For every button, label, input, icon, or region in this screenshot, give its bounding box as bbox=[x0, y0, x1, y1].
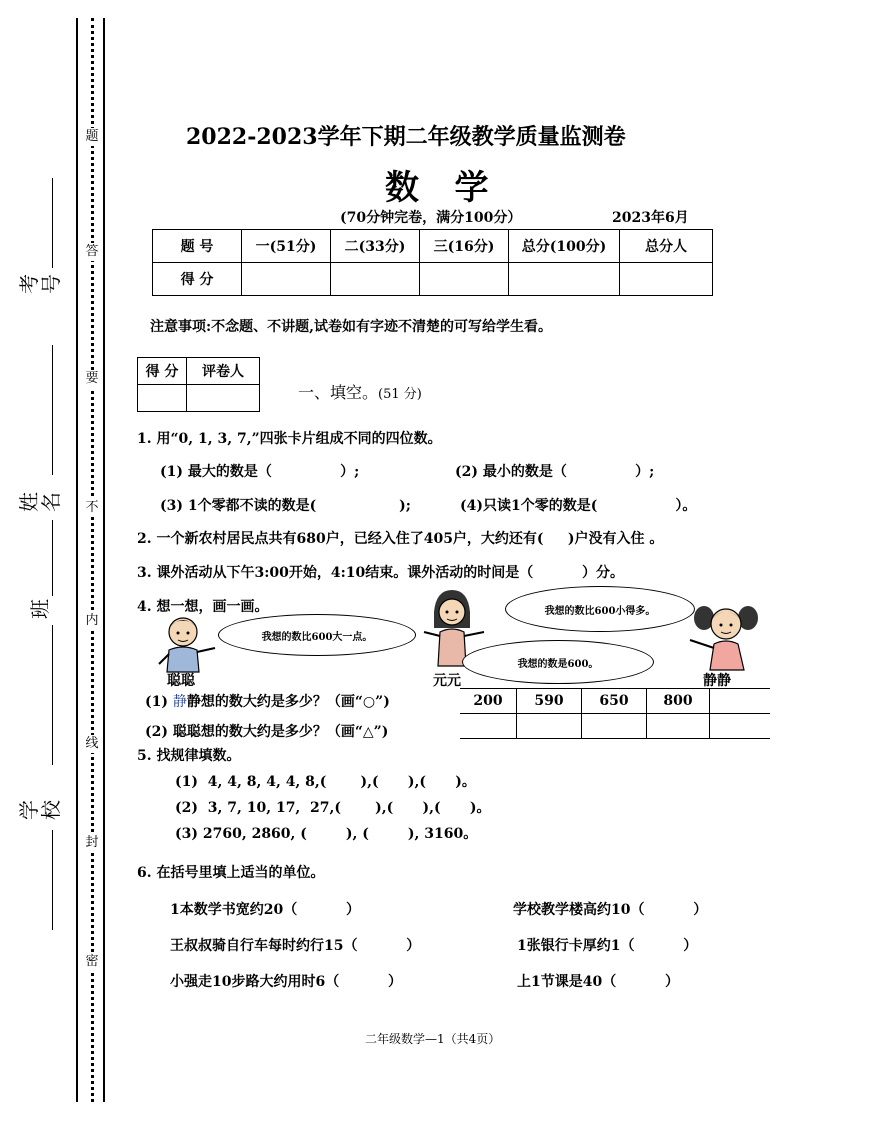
score-entry-cell[interactable] bbox=[509, 263, 620, 296]
grader-name-cell[interactable] bbox=[187, 385, 260, 412]
seal-char-6: 线 bbox=[85, 736, 99, 751]
margin-line-left bbox=[76, 18, 78, 1102]
exam-no-line bbox=[52, 178, 53, 268]
class-line-lower bbox=[52, 625, 53, 765]
question-5-3: (3) 2760, 2860, ( ), ( ), 3160。 bbox=[175, 826, 478, 842]
score-row-label: 得 分 bbox=[153, 263, 242, 296]
question-1-2: (2) 最小的数是（ ）; bbox=[455, 464, 655, 480]
exam-date: 2023年6月 bbox=[612, 210, 689, 226]
mark-cell[interactable] bbox=[582, 714, 647, 739]
page-footer: 二年级数学—1（共4页） bbox=[365, 1032, 501, 1046]
seal-char-2: 答 bbox=[85, 244, 99, 259]
seal-char-7: 封 bbox=[85, 835, 99, 850]
question-4-1-highlight: 静 bbox=[172, 694, 187, 710]
question-4-1 bbox=[145, 691, 390, 711]
question-6-b: 学校教学楼高约10（ ） bbox=[513, 902, 708, 918]
school-label: 学校 bbox=[17, 800, 63, 820]
score-header-cell: 三(16分) bbox=[420, 230, 509, 263]
mark-cell[interactable] bbox=[517, 714, 582, 739]
option-590: 590 bbox=[517, 689, 582, 714]
seal-char-8: 密 bbox=[85, 954, 99, 969]
name-jingjing: 静静 bbox=[703, 673, 731, 689]
option-800: 800 bbox=[647, 689, 710, 714]
question-6-d: 1张银行卡厚约1（ ） bbox=[517, 938, 698, 954]
score-table bbox=[152, 229, 713, 296]
time-note: (70分钟完卷，满分100分） bbox=[340, 210, 522, 226]
score-header-cell: 总分(100分) bbox=[509, 230, 620, 263]
question-3: 3. 课外活动从下午3:00开始，4:10结束。课外活动的时间是（ ）分。 bbox=[137, 565, 625, 581]
question-5-2: (2) 3, 7, 10, 17, 27,( ),( ),( )。 bbox=[175, 800, 491, 816]
question-4-1-text: 静想的数大约是多少？（画“○”) bbox=[186, 694, 390, 710]
exam-title: 2022-2023学年下期二年级教学质量监测卷 bbox=[186, 124, 626, 150]
question-6: 6. 在括号里填上适当的单位。 bbox=[137, 865, 325, 881]
yuanyuan-speech-bubble: 我想的数是600。 bbox=[462, 640, 654, 684]
grader-box bbox=[137, 357, 260, 412]
score-header-cell: 二(33分) bbox=[331, 230, 420, 263]
option-200: 200 bbox=[460, 689, 517, 714]
seal-char-3: 要 bbox=[85, 371, 99, 386]
option-650: 650 bbox=[582, 689, 647, 714]
boy-congcong-illustration bbox=[155, 612, 217, 674]
score-entry-cell[interactable] bbox=[420, 263, 509, 296]
question-2: 2. 一个新农村居民点共有680户，已经入住了405户，大约还有( )户没有入住 。 bbox=[137, 531, 664, 547]
question-4-1-prefix: (1) bbox=[145, 694, 173, 710]
class-line-upper bbox=[52, 520, 53, 596]
score-entry-cell[interactable] bbox=[620, 263, 713, 296]
congcong-speech-bubble: 我想的数比600大一点。 bbox=[218, 614, 416, 656]
question-1-3: (3) 1个零都不读的数是( ); bbox=[160, 498, 411, 514]
score-header-cell: 总分人 bbox=[620, 230, 713, 263]
seal-char-4: 不 bbox=[85, 500, 99, 515]
mark-cell[interactable] bbox=[647, 714, 710, 739]
exam-no-label: 考号 bbox=[17, 274, 63, 294]
options-spacer bbox=[710, 689, 771, 714]
mark-cell[interactable] bbox=[460, 714, 517, 739]
question-5-1: (1) 4, 4, 8, 4, 4, 8,( ),( ),( )。 bbox=[175, 774, 476, 790]
name-line bbox=[52, 345, 53, 475]
seal-char-5: 内 bbox=[85, 613, 99, 628]
options-table bbox=[460, 688, 770, 739]
class-label: 班 bbox=[28, 599, 52, 619]
score-header-cell: 题 号 bbox=[153, 230, 242, 263]
notice-text: 注意事项:不念题、不讲题,试卷如有字迹不清楚的可写给学生看。 bbox=[150, 319, 553, 335]
score-header-cell: 一(51分) bbox=[242, 230, 331, 263]
question-6-e: 小强走10步路大约用时6（ ） bbox=[170, 974, 402, 990]
question-1: 1. 用“0, 1, 3, 7,”四张卡片组成不同的四位数。 bbox=[137, 431, 442, 447]
question-4-2: (2) 聪聪想的数大约是多少？（画“△”) bbox=[145, 724, 389, 740]
section-1-label: 一、填空。 bbox=[298, 383, 379, 402]
girl-jingjing-illustration bbox=[686, 600, 766, 672]
score-entry-cell[interactable] bbox=[331, 263, 420, 296]
section-1-title bbox=[298, 380, 422, 403]
margin-line-right bbox=[103, 18, 105, 1102]
name-congcong: 聪聪 bbox=[167, 673, 195, 689]
question-4: 4. 想一想，画一画。 bbox=[137, 599, 269, 615]
section-1-points: (51 分) bbox=[378, 387, 422, 402]
grader-name-label: 评卷人 bbox=[187, 358, 260, 385]
margin-dotted-line bbox=[91, 18, 94, 1102]
school-line bbox=[52, 830, 53, 930]
jingjing-speech-bubble: 我想的数比600小得多。 bbox=[505, 586, 695, 632]
score-entry-cell[interactable] bbox=[242, 263, 331, 296]
grader-score-label: 得 分 bbox=[138, 358, 187, 385]
grader-score-cell[interactable] bbox=[138, 385, 187, 412]
mark-cell[interactable] bbox=[710, 714, 771, 739]
name-label: 姓名 bbox=[17, 492, 63, 512]
question-1-1: (1) 最大的数是（ ）; bbox=[160, 464, 360, 480]
question-5: 5. 找规律填数。 bbox=[137, 748, 241, 764]
question-6-a: 1本数学书宽约20（ ） bbox=[170, 902, 360, 918]
question-1-4: (4)只读1个零的数是( ）。 bbox=[460, 498, 697, 514]
name-yuanyuan: 元元 bbox=[433, 673, 461, 689]
subject-title: 数 学 bbox=[385, 168, 489, 208]
question-6-c: 王叔叔骑自行车每时约行15（ ） bbox=[170, 938, 421, 954]
question-6-f: 上1节课是40（ ） bbox=[517, 974, 679, 990]
seal-char-1: 题 bbox=[85, 129, 99, 144]
